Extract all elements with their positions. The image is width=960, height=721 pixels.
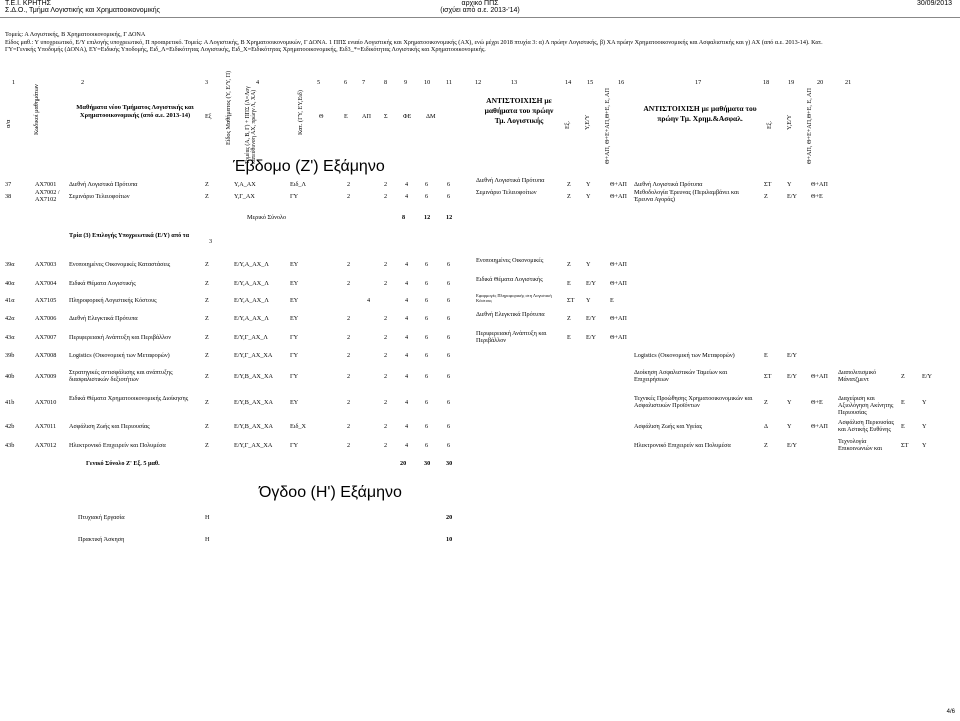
row-theory: 2 [347,399,351,406]
row-code: ΑΧ7002 / ΑΧ7102 [35,189,60,203]
row-cat: ΓΥ [290,334,299,341]
row-ex: Ζ [205,373,209,380]
header-aa: α/α [5,119,12,128]
row-theory: 2 [347,193,351,200]
row-cat: ΕΥ [290,315,299,322]
row-ex: Ζ [205,280,209,287]
row-fe: 6 [425,181,429,188]
row-ex: Ζ [205,423,209,430]
row-dm: 6 [447,334,451,341]
row-course: Διεθνή Λογιστικά Πρότυπα [69,181,138,188]
column-number: 8 [384,79,388,86]
internship-ex: Η [205,536,210,543]
header-match-finance: ΑΝΤΙΣΤΟΙΧΙΣΗ με μαθήματα του πρώην Τμ. Χρημ.&Ασφαλ. [643,104,757,123]
row-ex2: Ζ [764,399,768,406]
thesis-ex: Η [205,514,210,521]
row-match-accounting: Ενοποιημένες Οικονομικές [476,257,544,264]
header-ex: Εξ [205,113,212,120]
row-course: Διεθνή Ελεγκτικά Πρότυπα [69,315,138,322]
row-tp2: Θ+ΑΠ [811,423,828,430]
column-number: 18 [763,79,770,86]
row-theory: 2 [347,334,351,341]
row-aa: 40α [5,280,15,287]
column-number: 2 [81,79,85,86]
row-match-accounting: Σεμινάριο Τελειοφοίτων [476,189,537,196]
row-theory: 2 [347,261,351,268]
elective-intro-label: Τρία (3) Επιλογής Υποχρεωτικά (Ε/Υ) από τα [69,232,190,239]
row-match-accounting: Διεθνή Ελεγκτικά Πρότυπα [476,311,545,318]
row-ye1: Υ [586,261,591,268]
column-number: 15 [587,79,594,86]
row-ye1: Ε/Υ [586,280,596,287]
row-ap: 2 [384,181,388,188]
row-cat: ΓΥ [290,352,299,359]
row-hours: 4 [405,423,409,430]
row-ye2: Ε/Υ [787,352,797,359]
row-tp1: Θ+ΑΠ [610,261,627,268]
row-fe: 6 [425,423,429,430]
row-match-finance: Διεθνή Λογιστικά Πρότυπα [634,181,703,188]
column-number: 9 [404,79,408,86]
semester-8-title: Όγδοο (Η') Εξάμηνο [259,484,402,501]
row-ex3: Ε [901,399,905,406]
row-course: Ασφάλιση Ζωής και Περιουσίας [69,423,150,430]
row-hours: 4 [405,442,409,449]
row-ap: 2 [384,442,388,449]
row-code: ΑΧ7012 [35,442,57,449]
row-ye3: Υ [922,442,927,449]
header-type: Είδος Μαθήματος (Υ, Ε/Υ, Π) [225,70,232,145]
row-theory: 2 [347,352,351,359]
row-course: Στρατηγικές αντισφάλισης και ανάπτυξης διασφαλιστικών δεξιοτήτων [69,369,173,383]
row-cat: Ειδ_Χ [290,423,306,430]
row-tp2: Θ+ΑΠ [811,373,828,380]
partial-total-s1: 12 [424,214,431,221]
row-code: ΑΧ7010 [35,399,57,406]
row-theory: 2 [347,280,351,287]
row-dm: 6 [447,442,451,449]
column-number: 4 [256,79,260,86]
row-fe: 6 [425,280,429,287]
row-dm: 6 [447,315,451,322]
row-tp1: Θ+ΑΠ [610,315,627,322]
row-ex3: Ε [901,423,905,430]
row-course: Πληροφορική Λογιστικής Κόστους [69,297,157,304]
row-hours: 4 [405,193,409,200]
row-ye1: Υ [586,181,591,188]
row-match-accounting: Ειδικά Θέματα Λογιστικής [476,276,543,283]
row-fe: 6 [425,334,429,341]
column-number: 20 [817,79,824,86]
row-ex1: Ε [567,334,571,341]
row-code: ΑΧ7003 [35,261,57,268]
row-ex1: Ζ [567,181,571,188]
general-total-label: Γενικό Σύνολο Ζ' Εξ. 5 μαθ. [86,460,160,467]
row-type: Ε/Υ,Γ_ΑΧ_ΧΑ [234,442,273,449]
intro-sectors: Τομείς: Α Λογιστικής, Β Χρηματοοικονομικής, Γ ΔΟΝΑ [5,31,146,38]
row-tp1: Θ+ΑΠ [610,193,627,200]
row-match-finance: Τεχνικές Προώθησης Χρηματοοικονομικών και Ασφαλιστικών Προϊόντων [634,395,753,409]
row-hours: 4 [405,280,409,287]
row-hours: 4 [405,261,409,268]
row-fe: 6 [425,373,429,380]
row-dm: 6 [447,399,451,406]
header-th: Θ [319,113,324,120]
row-ex2: Δ [764,423,768,430]
row-theory: 2 [347,442,351,449]
elective-intro-count: 3 [209,238,213,245]
column-number: 6 [344,79,348,86]
row-ap: 2 [384,373,388,380]
row-cat: ΕΥ [290,280,299,287]
row-aa: 42α [5,315,15,322]
header-thap2: Θ+ΑΠ, Θ+Ε+ΑΠ,Θ+Ε, Ε, ΑΠ [806,88,813,164]
header-course: Μαθήματα νέου Τμήματος Λογιστικής και Χρηματοοικονομικής (από α.ε. 2013-14) [76,104,194,119]
row-course: Logistics (Οικονομική των Μεταφορών) [69,352,170,359]
row-ap: 2 [384,334,388,341]
column-number: 10 [424,79,431,86]
row-aa: 41b [5,399,15,406]
row-hours: 4 [405,315,409,322]
row-type: Υ,Γ_ΑΧ [234,193,255,200]
row-cat: ΕΥ [290,261,299,268]
row-ye2: Υ [787,181,792,188]
row-fe: 6 [425,399,429,406]
general-total-s1: 30 [424,460,431,467]
row-code: ΑΧ7001 [35,181,57,188]
row-hours: 4 [405,297,409,304]
row-dm: 6 [447,193,451,200]
row-dm: 6 [447,352,451,359]
row-ye3: Υ [922,423,927,430]
row-code: ΑΧ7011 [35,423,57,430]
row-type: Ε/Υ,Γ_ΑΧ_ΧΑ [234,352,273,359]
row-ye2: Υ [787,399,792,406]
row-aa: 39b [5,352,15,359]
row-ap: 2 [384,261,388,268]
row-ap: 2 [384,352,388,359]
row-match-finance: Ηλεκτρονικό Επιχειρείν και Πολυμέσα [634,442,731,449]
row-aa: 40b [5,373,15,380]
row-cat: ΕΥ [290,297,299,304]
row-tp1: Ε [610,297,614,304]
row-course: Σεμινάριο Τελειοφοίτων [69,193,130,200]
row-theory: 2 [347,423,351,430]
internship-credits: 10 [446,536,453,543]
row-match-accounting: Περιφερειακή Ανάπτυξη και Περιβάλλον [476,330,547,344]
header-fe: ΦΕ [403,113,412,120]
column-number: 13 [511,79,518,86]
row-ex: Ζ [205,399,209,406]
row-cat: ΕΥ [290,399,299,406]
row-ap: 2 [384,280,388,287]
row-ye1: Ε/Υ [586,334,596,341]
row-hours: 4 [405,373,409,380]
row-ex3: Ζ [901,373,905,380]
row-type: Υ,Α_ΑΧ [234,181,256,188]
row-fe: 6 [425,442,429,449]
column-number: 19 [788,79,795,86]
row-hours: 4 [405,352,409,359]
header-dm: ΔΜ [426,113,436,120]
row-type: Ε/Υ,Β_ΑΧ_ΧΑ [234,423,273,430]
header-ex1: Εξ. [564,120,571,129]
row-tp2: Θ+Ε [811,193,823,200]
row-ex2: ΣΤ [764,181,772,188]
row-course: Ειδικά Θέματα Λογιστικής [69,280,136,287]
partial-total-fe: 8 [402,214,406,221]
department-name: Σ.Δ.Ο., Τμήμα Λογιστικής και Χρηματοοικονομικής [5,7,160,14]
row-course: Ειδικά Θέματα Χρηματοοικονομικής Διοίκησης [69,395,189,402]
row-ex1: ΣΤ [567,297,575,304]
header-ye2: Υ,Ε/Υ [786,114,793,130]
row-ex: Ζ [205,261,209,268]
row-dm: 6 [447,261,451,268]
row-ap: 2 [384,423,388,430]
header-sector: Τομέας (Α, Β, Γ) + ΠΠΣ (Λ=Λογ κατεύθυνση ΑΧ, πρώην Λ, ΧΑ) [245,86,257,164]
header-divider [0,17,960,18]
row-match-extra: Ασφάλιση Περιουσίας και Αστικής Ευθύνης [838,419,894,433]
row-aa: 42b [5,423,15,430]
row-match-extra: Διαχείριση και Αξιολόγηση Ακίνητης Περιουσίας [838,395,894,416]
header-date: 30/09/2013 [916,0,952,7]
row-tp1: Θ+ΑΠ [610,280,627,287]
row-fe: 6 [425,193,429,200]
row-ye1: Υ [586,297,591,304]
column-number: 3 [205,79,209,86]
row-cat: Ειδ_Λ [290,181,306,188]
row-hours: 4 [405,334,409,341]
row-type: Ε/Υ,Γ_ΑΧ_Λ [234,334,268,341]
institution-name: Τ.Ε.Ι. ΚΡΗΤΗΣ [5,0,51,7]
row-type: Ε/Υ,Β_ΑΧ_ΧΑ [234,399,273,406]
row-hours: 4 [405,399,409,406]
header-codes: Κωδικοί μαθημάτων [33,84,40,135]
row-type: Ε/Υ,Α_ΑΧ_Λ [234,280,269,287]
row-tp1: Θ+ΑΠ [610,334,627,341]
intro-legend: Είδος μαθ.: Υ υποχρεωτικό, Ε/Υ επιλογής υποχρεωτικό, Π προαιρετικό. Τομείς: Α Λογιστικής, Β Χρηματοοικονομικών, Γ ΔΟΝΑ. 1 ΠΠΣ ενιαίο Λογιστικής και Χρηματοοικονομικής (ΑΧ), ενώ μέχρι 2018 πτυχία 3: α) Λ πρώην Λογιστικής, β) ΧΑ πρώην Χρηματοοικονομικής και Ασφαλιστικής και γ) ΑΧ (από α.ε. 2013-14). Κατ. [5,39,823,46]
row-ex3: ΣΤ [901,442,909,449]
row-ex: Ζ [205,193,209,200]
column-number: 21 [845,79,852,86]
row-match-finance: Μεθοδολογία Έρευνας (Περιλαμβάνει και Έρευνα Αγοράς) [634,189,739,203]
column-number: 5 [317,79,321,86]
row-ex: Ζ [205,297,209,304]
row-theory: 2 [347,315,351,322]
row-fe: 6 [425,315,429,322]
row-match-extra: Τεχνολογία Επικοινωνιών και [838,438,883,452]
column-number: 1 [12,79,16,86]
thesis-credits: 20 [446,514,453,521]
row-dm: 6 [447,373,451,380]
row-ap: 2 [384,193,388,200]
row-match-finance: Logistics (Οικονομική των Μεταφορών) [634,352,735,359]
row-code: ΑΧ7105 [35,297,57,304]
row-cat: ΓΥ [290,373,299,380]
row-ye2: Ε/Υ [787,442,797,449]
column-number: 7 [362,79,366,86]
row-ye1: Υ [586,193,591,200]
thesis-course: Πτυχιακή Εργασία [78,514,125,521]
row-ex1: Ζ [567,193,571,200]
row-tp1: Θ+ΑΠ [610,181,627,188]
row-ye3: Ε/Υ [922,373,932,380]
header-thap1: Θ+ΑΠ, Θ+Ε+ΑΠ,Θ+Ε, Ε, ΑΠ [604,88,611,164]
row-lab: 4 [367,297,371,304]
row-ex1: Ε [567,280,571,287]
row-match-accounting: Διεθνή Λογιστικά Πρότυπα [476,177,545,184]
row-aa: 39α [5,261,15,268]
header-ex2: Εξ. [766,120,773,129]
row-cat: ΓΥ [290,193,299,200]
column-number: 11 [446,79,452,86]
row-type: Ε/Υ,Α_ΑΧ_Λ [234,261,269,268]
header-cat: Κατ. (ΓΥ, ΕΥ,Ειδ) [297,90,304,135]
document-title: αρχικό ΠΠΣ [461,0,499,7]
row-aa: 41α [5,297,15,304]
row-aa: 37 [5,181,12,188]
general-total-fe: 20 [400,460,407,467]
row-aa: 38 [5,193,12,200]
row-ex2: Ζ [764,442,768,449]
row-match-finance: Διοίκηση Ασφαλιστικών Ταμείων και Επιχειρήσεων [634,369,728,383]
row-type: Ε/Υ,Β_ΑΧ_ΧΑ [234,373,273,380]
row-theory: 2 [347,373,351,380]
row-ex2: Ζ [764,193,768,200]
row-aa: 43α [5,334,15,341]
row-ye2: Ε/Υ [787,373,797,380]
row-ye2: Ε/Υ [787,193,797,200]
row-ex1: Ζ [567,261,571,268]
row-course: Ηλεκτρονικό Επιχειρείν και Πολυμέσα [69,442,166,449]
row-dm: 6 [447,181,451,188]
column-number: 12 [475,79,482,86]
row-match-finance: Ασφάλιση Ζωής και Υγείας [634,423,703,430]
column-number: 16 [618,79,625,86]
partial-total-label: Μερικό Σύνολο [247,214,287,221]
row-hours: 4 [405,181,409,188]
row-code: ΑΧ7007 [35,334,57,341]
row-aa: 43b [5,442,15,449]
internship-course: Πρακτική Άσκηση [78,536,125,543]
row-ex: Ζ [205,181,209,188]
row-theory: 2 [347,181,351,188]
row-dm: 6 [447,423,451,430]
column-number: 17 [695,79,702,86]
validity-note: (ισχύει από α.ε. 2013-'14) [440,7,520,14]
row-ex2: Ε [764,352,768,359]
row-ex: Ζ [205,334,209,341]
intro-categories: ΓΥ=Γενικής Υποδομής (ΔΟΝΑ), ΕΥ=Ειδικής Υποδομής, Ειδ_Λ=Ειδικότητας Λογιστικής, Ειδ_Χ=Ειδικότητας Χρηματοοικονομικής, Ειδ3_*=Ειδικότητας Λογιστικής και Χρηματοοικονομικής. [5,46,486,53]
row-ex: Ζ [205,315,209,322]
row-match-accounting: Εφαρμογές Πληροφορικής στη Λογιστική Κόστους [476,293,552,303]
row-type: Ε/Υ,Α_ΑΧ_Λ [234,297,269,304]
row-dm: 6 [447,297,451,304]
row-ye3: Υ [922,399,927,406]
page-header [0,0,960,16]
row-match-extra: Διαπολιτισμικό Μάνατζμεντ [838,369,877,383]
row-course: Περιφερειακή Ανάπτυξη και Περιβάλλον [69,334,172,341]
header-ap: ΑΠ [362,113,371,120]
row-tp2: Θ+ΑΠ [811,181,828,188]
semester-7-title: Έβδομο (Ζ') Εξάμηνο [233,158,385,175]
row-fe: 6 [425,352,429,359]
row-tp2: Θ+Ε [811,399,823,406]
row-cat: ΓΥ [290,442,299,449]
header-sig: Σ [384,113,388,120]
partial-total-s2: 12 [446,214,453,221]
row-fe: 6 [425,297,429,304]
row-course: Ενοποιημένες Οικονομικές Καταστάσεις [69,261,171,268]
row-code: ΑΧ7008 [35,352,57,359]
row-ap: 2 [384,315,388,322]
row-code: ΑΧ7004 [35,280,57,287]
row-ap: 2 [384,399,388,406]
row-code: ΑΧ7009 [35,373,57,380]
header-e: Ε [344,113,348,120]
row-ye2: Υ [787,423,792,430]
general-total-s2: 30 [446,460,453,467]
row-code: ΑΧ7006 [35,315,57,322]
row-ye1: Ε/Υ [586,315,596,322]
column-number: 14 [565,79,572,86]
row-ex2: ΣΤ [764,373,772,380]
header-ye1: Υ,Ε/Υ [584,114,591,130]
page-number: 4/6 [946,709,955,715]
row-ex: Ζ [205,352,209,359]
row-ex: Ζ [205,442,209,449]
header-match-accounting: ΑΝΤΙΣΤΟΙΧΙΣΗ με μαθήματα του πρώην Τμ. Λογιστικής [484,96,554,125]
row-dm: 6 [447,280,451,287]
row-type: Ε/Υ,Α_ΑΧ_Λ [234,315,269,322]
row-fe: 6 [425,261,429,268]
row-ex1: Ζ [567,315,571,322]
